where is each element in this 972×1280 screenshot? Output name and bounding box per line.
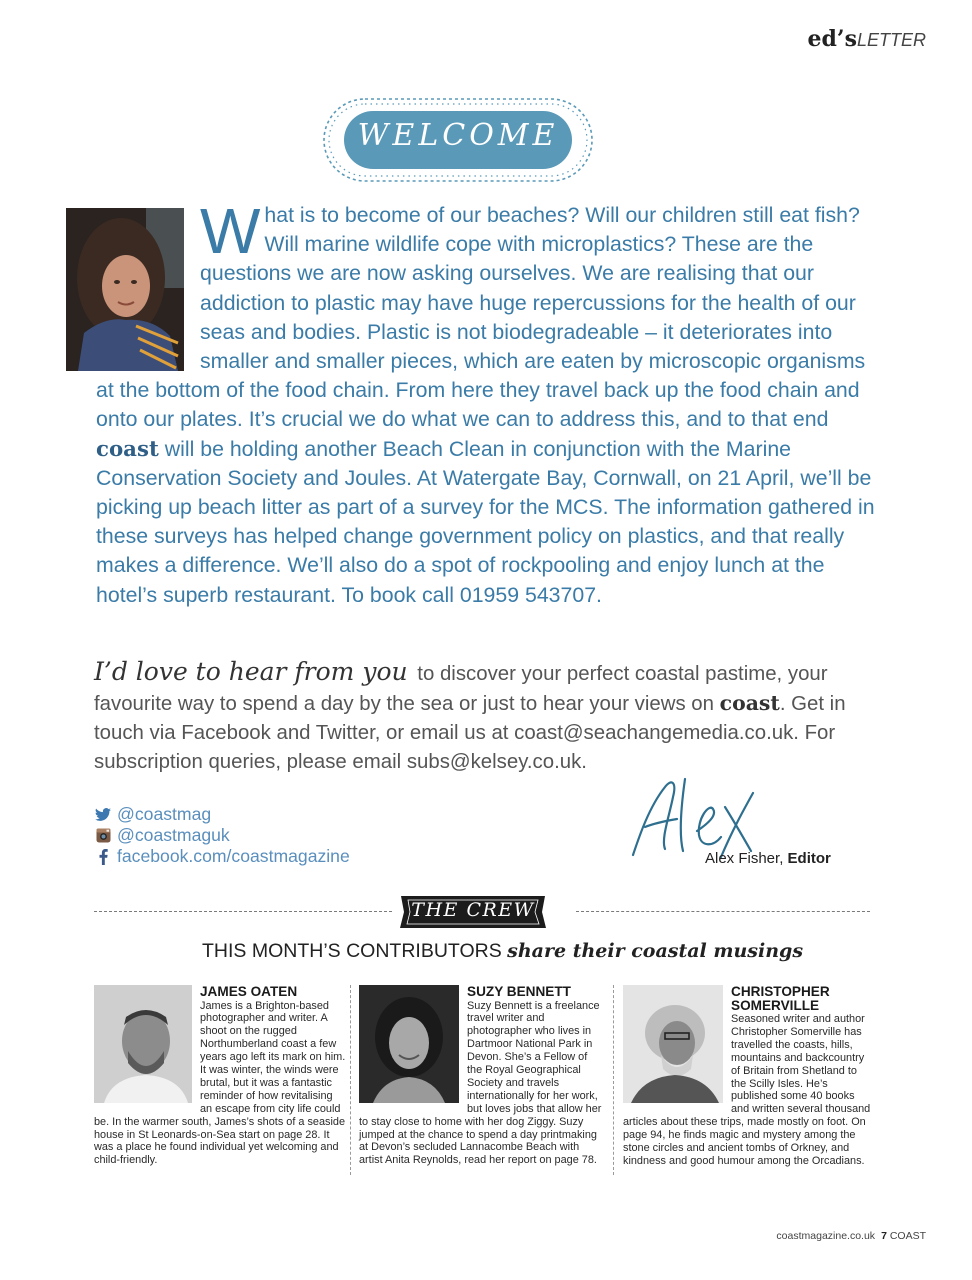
twitter-icon bbox=[95, 807, 111, 823]
social-facebook[interactable] bbox=[95, 846, 350, 867]
contributor-name: SUZY BENNETT bbox=[467, 984, 571, 999]
editor-role: Editor bbox=[787, 850, 831, 867]
divider-right bbox=[576, 911, 870, 912]
contributor-card bbox=[623, 985, 873, 1168]
crew-label: THE CREW bbox=[411, 899, 535, 921]
contributor-name: CHRISTOPHER SOMERVILLE bbox=[731, 984, 830, 1013]
page-number: 7 bbox=[881, 1230, 887, 1242]
editor-name: Alex Fisher, bbox=[705, 850, 784, 867]
contact-paragraph bbox=[94, 657, 874, 777]
contributor-bio: Seasoned writer and author Christopher Somerville has travelled the coasts, hills, mountains and backcountry of Britain from Shetland to the Scilly Isles. He’s published some 40 books and written several thousand articles about these trips, made mostly on foot. On page 94, he finds magic and mystery among the stone circles and ancient tombs of Orkney, and kindness and good humour among the Orcadians. bbox=[623, 1013, 871, 1167]
instagram-icon bbox=[95, 828, 111, 844]
contributor-bio: James is a Brighton-based photographer and writer. A shoot on the rugged Northumberland coast a few years ago left its mark on him. It was winter, the winds were brutal, but it was a fantastic reminder of how revitalising an escape from city life could be. In the warmer south, James’s shots of a seaside house in St Leonards-on-Sea start on page 28. It was a place he found individual yet welcoming and child-friendly. bbox=[94, 999, 346, 1167]
intro-text-part1: hat is to become of our beaches? Will our children still eat fish? Will marine wildlife cope with microplastics? These are the questions we are now asking ourselves. We are realising that our addiction to plastic may have huge repercussions for the health of our seas and bodies. Plastic is not biodegradeable – it deteriorates into smaller and smaller pieces, which are eaten by microscopic organisms at the bottom of the food chain. From here they travel back up the food chain and onto our plates. It’s crucial we do what we can to address this, and to that end bbox=[96, 203, 866, 432]
social-links bbox=[95, 804, 350, 867]
intro-brand-name: coast bbox=[96, 436, 159, 462]
column-divider bbox=[613, 985, 614, 1175]
instagram-handle: @coastmaguk bbox=[117, 825, 230, 845]
welcome-label: WELCOME bbox=[357, 118, 559, 153]
section-title bbox=[808, 26, 926, 52]
section-title-italic: LETTER bbox=[856, 30, 926, 50]
facebook-icon bbox=[95, 849, 111, 865]
editor-credit bbox=[705, 850, 831, 867]
column-divider bbox=[350, 985, 351, 1175]
social-twitter[interactable] bbox=[95, 804, 350, 825]
intro-paragraph bbox=[96, 195, 886, 610]
divider-left bbox=[94, 911, 392, 912]
page-footer bbox=[776, 1230, 926, 1242]
contact-brand-name: coast bbox=[719, 691, 780, 715]
contact-text-part1: to discover your perfect coastal pastime, your favourite way to spend a day by the sea or just to hear your views on bbox=[94, 663, 828, 715]
contributor-card bbox=[359, 985, 603, 1167]
contributor-photo bbox=[623, 985, 723, 1103]
contact-text-part2: . Get in touch via Facebook and Twitter, or email us at coast@seachangemedia.co.uk. For subscription queries, please email subs@kelsey.co.uk. bbox=[94, 693, 846, 773]
contributors-heading-plain: THIS MONTH’S CONTRIBUTORS bbox=[202, 940, 502, 962]
contributors-heading bbox=[202, 940, 803, 963]
contributor-name: JAMES OATEN bbox=[200, 984, 298, 999]
contributor-card bbox=[94, 985, 346, 1167]
contributor-bio: Suzy Bennett is a freelance travel writer and photographer who lives in Dartmoor National Park in Devon. She’s a Fellow of the Royal Geographical Society and travels internationally for her work, but loves jobs that allow her to stay close to home with her dog Ziggy. Suzy jumped at the chance to spend a day printmaking at Devon’s secluded Lannacombe Beach with artist Anita Reynolds, read her report on page 78. bbox=[359, 999, 602, 1167]
social-instagram[interactable] bbox=[95, 825, 350, 846]
contributor-photo bbox=[359, 985, 459, 1103]
twitter-handle: @coastmag bbox=[117, 804, 212, 824]
contact-script-heading: I’d love to hear from you bbox=[94, 657, 408, 686]
drop-cap: W bbox=[200, 195, 261, 267]
intro-text-part2: will be holding another Beach Clean in conjunction with the Marine Conservation Society and Joules. At Watergate Bay, Cornwall, on 21 April, we’ll be picking up beach litter as part of a survey for the MCS. The information gathered in these surveys has helped change government policy on plastics, and that really makes a difference. We’ll also do a spot of rockpooling and enjoy lunch at the hotel’s superb restaurant. To book call 01959 543707. bbox=[96, 436, 875, 607]
footer-site: coastmagazine.co.uk bbox=[776, 1230, 876, 1242]
editor-signature bbox=[625, 767, 785, 863]
facebook-url: facebook.com/coastmagazine bbox=[117, 846, 350, 866]
contributors-heading-serif: share their coastal musings bbox=[507, 940, 804, 962]
section-title-bold: ed’s bbox=[807, 26, 857, 52]
contributor-photo bbox=[94, 985, 192, 1103]
footer-magazine: COAST bbox=[889, 1230, 926, 1242]
